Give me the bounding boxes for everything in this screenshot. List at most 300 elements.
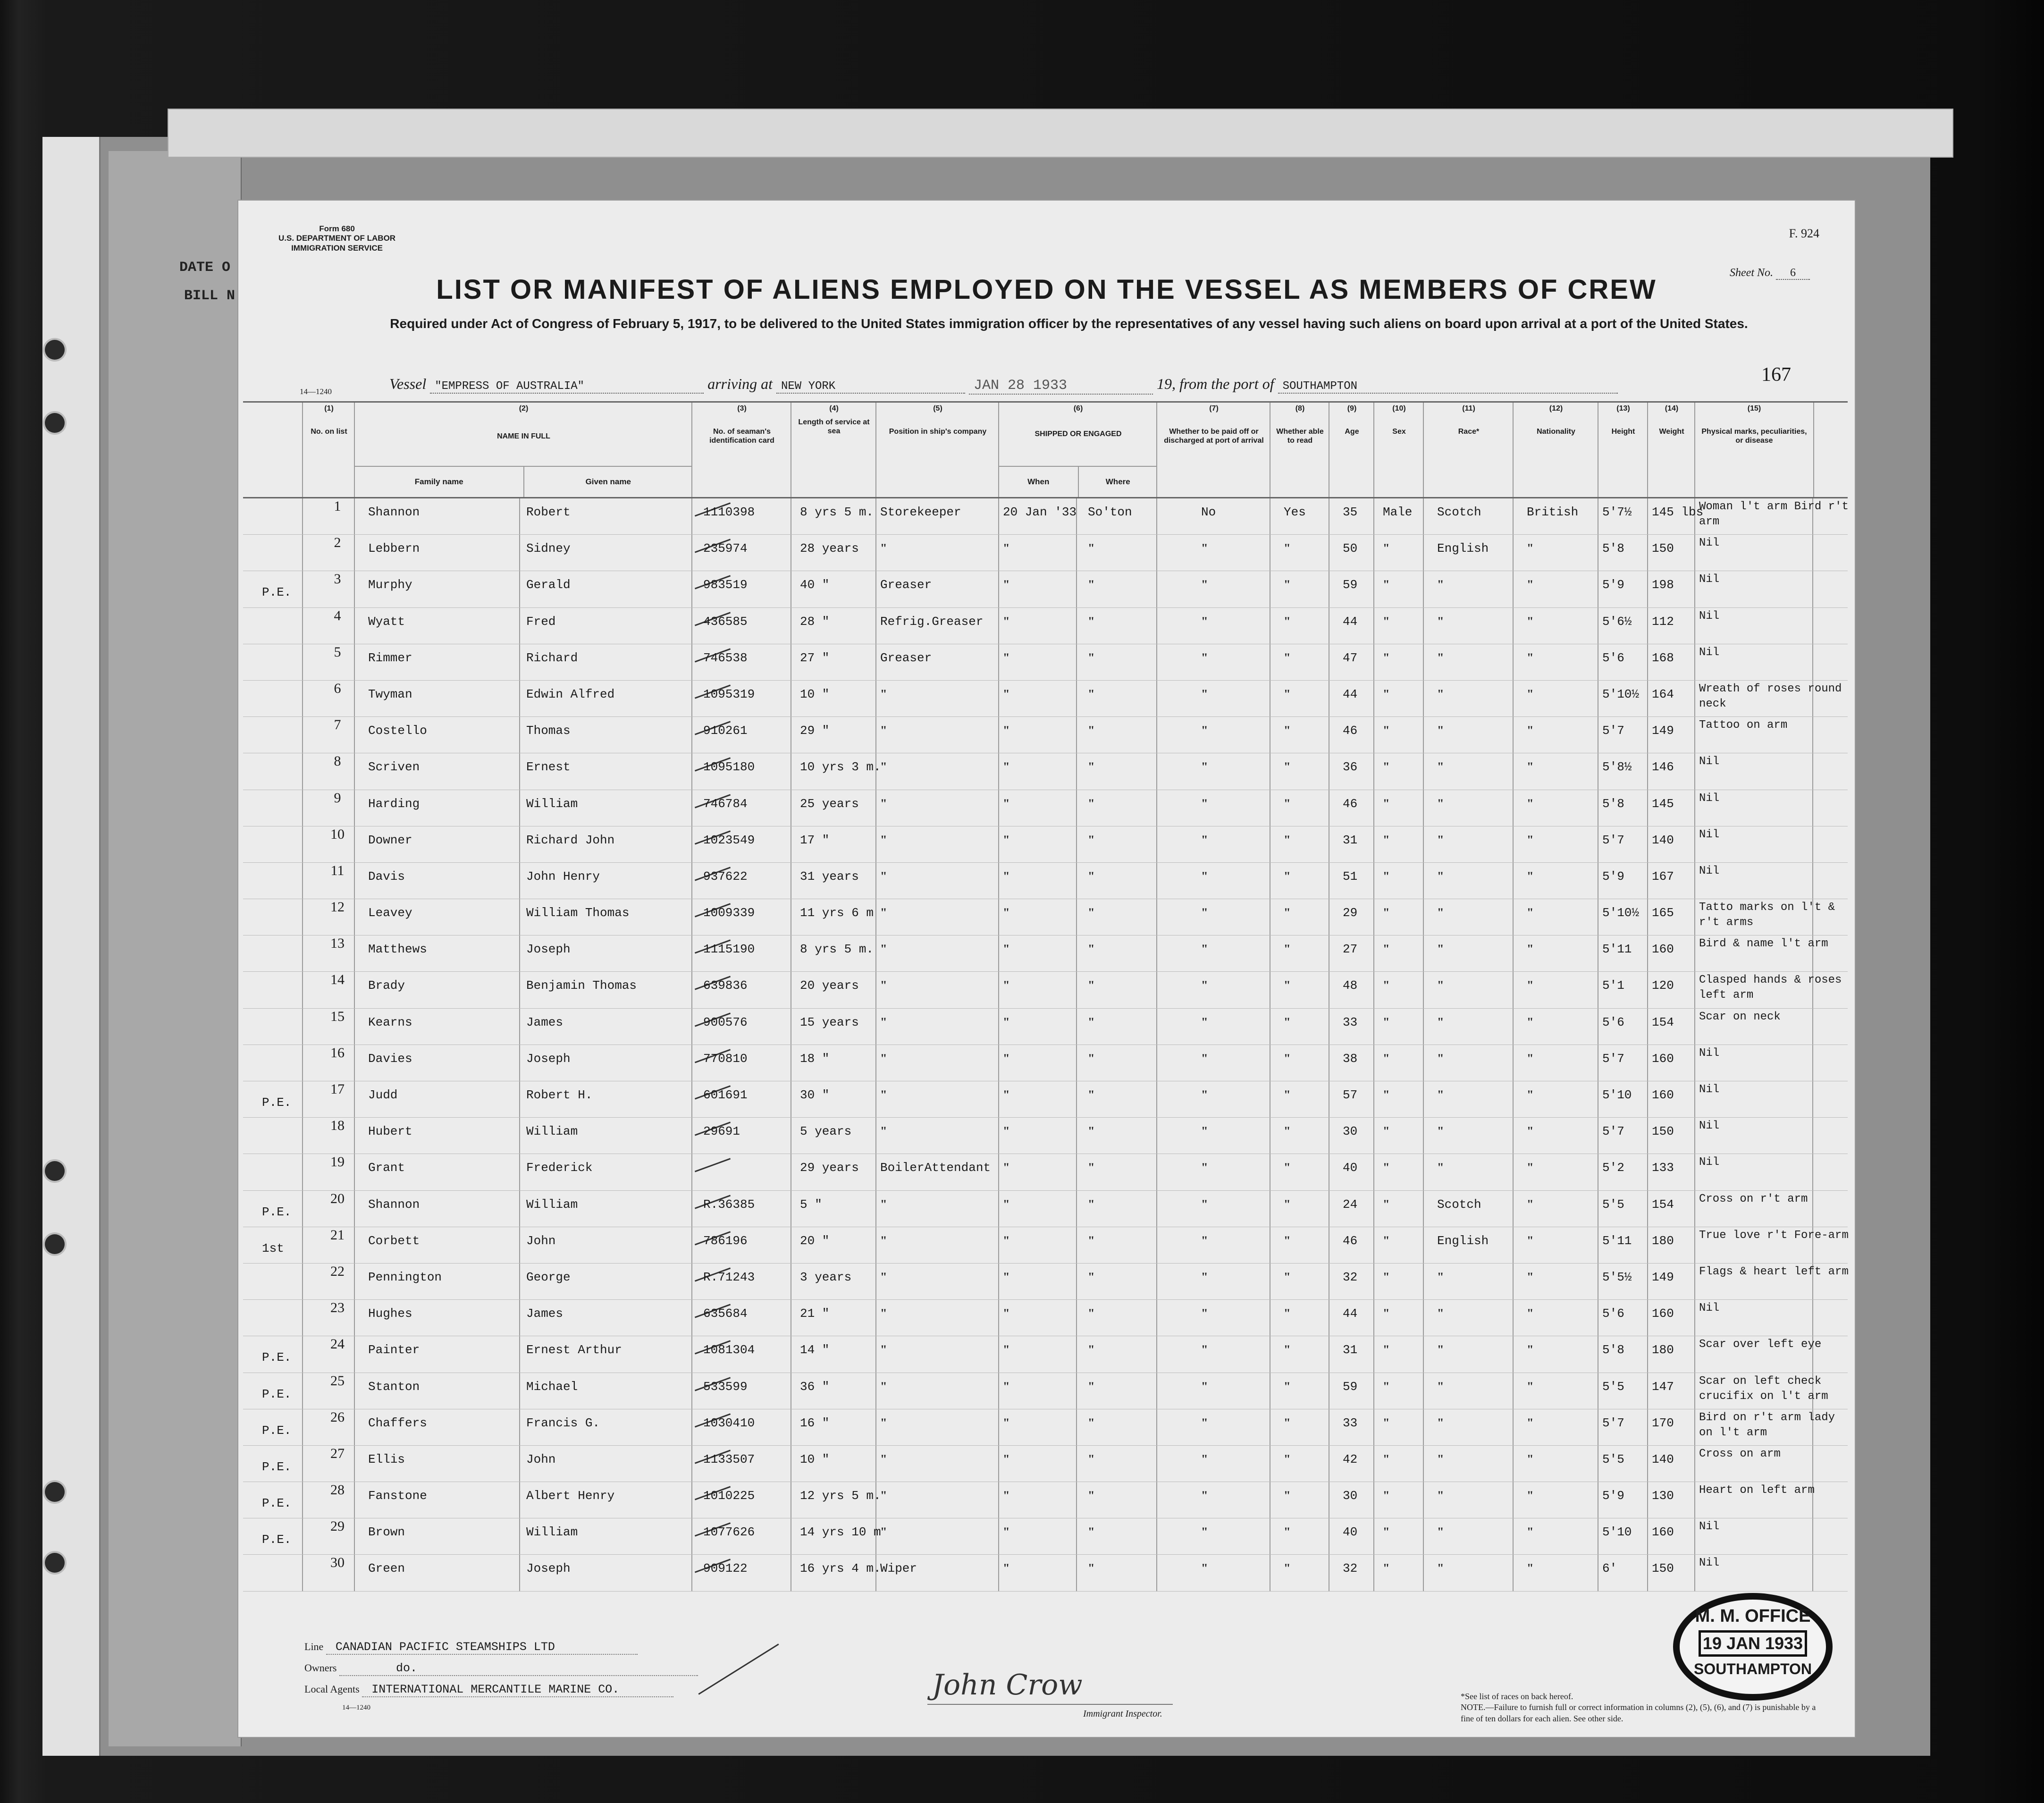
column-rule	[1647, 717, 1648, 753]
card-number: 937622	[703, 869, 748, 884]
column-rule	[1423, 1373, 1424, 1409]
column-rule	[1423, 1555, 1424, 1591]
weight: 120	[1652, 978, 1674, 993]
column-rule	[1156, 935, 1157, 971]
sex: "	[1383, 796, 1390, 810]
column-rule	[691, 1446, 692, 1482]
length-of-service: 21 "	[800, 1306, 830, 1321]
sex: "	[1383, 724, 1390, 738]
column-rule	[1076, 571, 1077, 607]
family-name: Rimmer	[368, 650, 412, 665]
inspector-label: Immigrant Inspector.	[1083, 1709, 1162, 1719]
column-rule	[1156, 1336, 1157, 1372]
family-name: Green	[368, 1561, 405, 1576]
column-rule	[1647, 935, 1648, 971]
column-rule	[1694, 1045, 1695, 1081]
column-rule	[1423, 1446, 1424, 1482]
column-rule	[1647, 1227, 1648, 1263]
column-rule	[875, 1227, 876, 1263]
table-row	[243, 1409, 1848, 1446]
age: 42	[1343, 1452, 1358, 1466]
family-name: Murphy	[368, 578, 412, 592]
column-rule	[1076, 717, 1077, 753]
physical-marks: Nil	[1699, 864, 1720, 877]
column-rule	[1647, 1482, 1648, 1518]
column-rule	[691, 498, 692, 534]
row-number: 13	[330, 935, 345, 952]
weight: 160	[1652, 1525, 1674, 1540]
row-number: 11	[330, 862, 345, 878]
shipped-where: "	[1088, 1015, 1095, 1029]
column-rule	[302, 753, 303, 789]
column-rule	[354, 535, 355, 571]
age: 33	[1343, 1415, 1358, 1430]
col-service: (4) Length of service at sea	[791, 403, 876, 497]
column-rule	[1513, 1409, 1514, 1445]
column-rule	[1423, 1118, 1424, 1154]
stamp-top: M. M. OFFICE	[1695, 1606, 1811, 1626]
paid-off: "	[1201, 1561, 1208, 1576]
card-number: 1009339	[703, 906, 755, 920]
race: English	[1437, 1233, 1489, 1248]
position: Wiper	[880, 1561, 917, 1576]
binder-hole	[45, 1482, 65, 1502]
column-rule	[1373, 1045, 1374, 1081]
column-rule	[302, 1409, 303, 1445]
column-rule	[354, 790, 355, 826]
column-rule	[1513, 863, 1514, 899]
nationality: "	[1527, 1233, 1534, 1247]
able-to-read: "	[1284, 1489, 1291, 1503]
position: Greaser	[880, 650, 932, 665]
card-number: 983519	[703, 578, 748, 592]
stamp-bottom: SOUTHAMPTON	[1693, 1660, 1812, 1677]
column-rule	[998, 535, 999, 571]
card-number: 1095180	[703, 760, 755, 775]
column-rule	[691, 1227, 692, 1263]
pen-tick	[695, 1158, 731, 1172]
column-rule	[1513, 1118, 1514, 1154]
family-name: Brady	[368, 978, 405, 993]
column-rule	[998, 826, 999, 862]
position: "	[880, 1088, 887, 1102]
age: 40	[1343, 1525, 1358, 1540]
given-name: Richard John	[526, 833, 615, 847]
weight: 149	[1652, 1270, 1674, 1284]
column-rule	[998, 498, 999, 534]
inspector-signature: John Crow	[932, 1668, 1083, 1702]
nationality: "	[1527, 796, 1534, 810]
column-rule	[875, 644, 876, 680]
binder-hole	[45, 1234, 65, 1254]
column-rule	[354, 1446, 355, 1482]
family-name: Lebbern	[368, 541, 420, 556]
column-rule	[354, 1300, 355, 1336]
manifest-form	[238, 201, 1855, 1737]
table-row	[243, 1518, 1848, 1555]
able-to-read: "	[1284, 1452, 1291, 1466]
col-age: (9) Age	[1329, 403, 1374, 497]
table-body	[243, 498, 1848, 1592]
column-rule	[519, 498, 520, 534]
given-name: William Thomas	[526, 906, 630, 920]
length-of-service: 8 yrs 5 m.	[800, 505, 874, 519]
column-rule	[691, 1191, 692, 1227]
column-rule	[1373, 1336, 1374, 1372]
shipped-where: "	[1088, 578, 1095, 592]
paid-off: "	[1201, 1452, 1208, 1466]
column-rule	[875, 935, 876, 971]
column-rule	[1373, 608, 1374, 644]
column-rule	[1513, 1300, 1514, 1336]
column-rule	[1423, 753, 1424, 789]
physical-marks: Tatto marks on l't & r't arms	[1699, 901, 1835, 929]
race: "	[1437, 1088, 1444, 1102]
column-rule	[302, 1081, 303, 1117]
column-rule	[1423, 681, 1424, 716]
column-rule	[1076, 826, 1077, 862]
column-rule	[875, 1009, 876, 1045]
column-rule	[1423, 1482, 1424, 1518]
height: 5'6	[1602, 1306, 1624, 1321]
column-rule	[519, 1081, 520, 1117]
race: "	[1437, 1525, 1444, 1539]
service: IMMIGRATION SERVICE	[291, 243, 383, 253]
column-rule	[875, 571, 876, 607]
column-rule	[875, 972, 876, 1008]
height: 5'5	[1602, 1452, 1624, 1466]
column-rule	[875, 899, 876, 935]
length-of-service: 5 years	[800, 1124, 852, 1139]
shipped-when: "	[1003, 1525, 1010, 1539]
card-number: 909122	[703, 1561, 748, 1576]
column-rule	[1373, 1154, 1374, 1190]
column-rule	[1513, 899, 1514, 935]
column-rule	[1513, 790, 1514, 826]
physical-marks: Nil	[1699, 792, 1720, 805]
column-rule	[998, 790, 999, 826]
position: "	[880, 1197, 887, 1211]
col-where: Where	[1078, 467, 1158, 497]
signature-line	[927, 1704, 1173, 1705]
race: "	[1437, 1306, 1444, 1321]
column-rule	[1647, 644, 1648, 680]
length-of-service: 11 yrs 6 m	[800, 906, 874, 920]
physical-marks: Nil	[1699, 646, 1720, 659]
column-rule	[1423, 571, 1424, 607]
able-to-read: "	[1284, 833, 1291, 847]
family-name: Shannon	[368, 505, 420, 519]
nationality: "	[1527, 1306, 1534, 1321]
column-rule	[1694, 1118, 1695, 1154]
form-header-left	[278, 224, 395, 253]
weight: 149	[1652, 724, 1674, 738]
sex: "	[1383, 760, 1390, 774]
physical-marks: Scar over left eye	[1699, 1338, 1822, 1351]
column-rule	[519, 535, 520, 571]
column-rule	[519, 1300, 520, 1336]
column-rule	[1156, 863, 1157, 899]
row-number: 4	[334, 607, 341, 623]
row-number: 18	[330, 1118, 345, 1134]
weight: 150	[1652, 1561, 1674, 1576]
column-rule	[1373, 498, 1374, 534]
column-rule	[354, 935, 355, 971]
shipped-when: "	[1003, 1088, 1010, 1102]
column-rule	[519, 1191, 520, 1227]
given-name: Fred	[526, 614, 556, 629]
department: U.S. DEPARTMENT OF LABOR	[278, 234, 396, 243]
row-number: 15	[330, 1008, 345, 1024]
column-rule	[354, 753, 355, 789]
height: 5'10	[1602, 1525, 1632, 1540]
shipped-when: "	[1003, 978, 1010, 993]
physical-marks: Nil	[1699, 573, 1720, 586]
shipped-where: "	[1088, 687, 1095, 701]
column-rule	[1373, 1555, 1374, 1591]
nationality: "	[1527, 1452, 1534, 1466]
given-name: Gerald	[526, 578, 571, 592]
shipped-where: "	[1088, 1415, 1095, 1430]
physical-marks: Nil	[1699, 1557, 1720, 1570]
table-row	[243, 1336, 1848, 1373]
sex: "	[1383, 1379, 1390, 1393]
column-rule	[354, 863, 355, 899]
family-name: Painter	[368, 1343, 420, 1357]
length-of-service: 28 "	[800, 614, 830, 629]
column-rule	[1694, 972, 1695, 1008]
table-row	[243, 826, 1848, 863]
column-rule	[519, 571, 520, 607]
row-number: 17	[330, 1081, 345, 1097]
paid-off: "	[1201, 1525, 1208, 1539]
row-annotation: P.E.	[262, 1350, 292, 1365]
shipped-where: "	[1088, 1379, 1095, 1393]
sex: "	[1383, 1124, 1390, 1138]
height: 5'6	[1602, 650, 1624, 665]
column-rule	[691, 1118, 692, 1154]
shipped-where: "	[1088, 1270, 1095, 1284]
able-to-read: Yes	[1284, 505, 1306, 519]
length-of-service: 18 "	[800, 1051, 830, 1066]
nationality: "	[1527, 1124, 1534, 1138]
sex: "	[1383, 1306, 1390, 1321]
column-rule	[1156, 1300, 1157, 1336]
column-rule	[519, 681, 520, 716]
shipped-where: "	[1088, 906, 1095, 920]
column-rule	[691, 644, 692, 680]
binder-hole	[45, 1553, 65, 1573]
column-rule	[1423, 899, 1424, 935]
age: 59	[1343, 578, 1358, 592]
given-name: Francis G.	[526, 1415, 600, 1430]
length-of-service: 12 yrs 5 m.	[800, 1489, 881, 1503]
column-rule	[519, 1264, 520, 1299]
column-rule	[1423, 535, 1424, 571]
nationality: "	[1527, 1525, 1534, 1539]
row-annotation: P.E.	[262, 1496, 292, 1511]
paid-off: "	[1201, 1489, 1208, 1503]
length-of-service: 5 "	[800, 1197, 822, 1212]
vessel-line: Vessel "EMPRESS OF AUSTRALIA" arriving at NEW YORK JAN 28 1933 19, from the port of SOUTHAMPTON	[389, 375, 1796, 395]
race: "	[1437, 833, 1444, 847]
age: 38	[1343, 1051, 1358, 1066]
row-annotation: P.E.	[262, 1459, 292, 1474]
column-rule	[691, 535, 692, 571]
column-rule	[1156, 790, 1157, 826]
column-rule	[302, 535, 303, 571]
weight: 164	[1652, 687, 1674, 701]
column-rule	[1076, 1555, 1077, 1591]
shipped-when: "	[1003, 541, 1010, 556]
column-rule	[691, 935, 692, 971]
given-name: James	[526, 1306, 564, 1321]
weight: 160	[1652, 1088, 1674, 1102]
column-rule	[998, 1264, 999, 1299]
column-rule	[519, 1009, 520, 1045]
column-rule	[1373, 899, 1374, 935]
given-name: Frederick	[526, 1161, 593, 1175]
position: Greaser	[880, 578, 932, 592]
able-to-read: "	[1284, 760, 1291, 774]
given-name: Richard	[526, 650, 578, 665]
column-rule	[691, 972, 692, 1008]
shipped-where: "	[1088, 1233, 1095, 1247]
column-rule	[1513, 1482, 1514, 1518]
column-rule	[1156, 1081, 1157, 1117]
row-number: 21	[330, 1227, 345, 1243]
column-rule	[1373, 753, 1374, 789]
column-rule	[1373, 717, 1374, 753]
column-rule	[875, 498, 876, 534]
column-rule	[998, 972, 999, 1008]
family-name: Davies	[368, 1051, 412, 1066]
column-rule	[875, 1264, 876, 1299]
column-rule	[354, 608, 355, 644]
paid-off: "	[1201, 541, 1208, 556]
table-row	[243, 753, 1848, 790]
column-rule	[691, 1409, 692, 1445]
age: 46	[1343, 1233, 1358, 1248]
column-rule	[1694, 1154, 1695, 1190]
column-rule	[519, 972, 520, 1008]
length-of-service: 8 yrs 5 m.	[800, 942, 874, 957]
given-name: William	[526, 1124, 578, 1139]
column-rule	[519, 1446, 520, 1482]
paid-off: "	[1201, 614, 1208, 628]
shipped-when: "	[1003, 1197, 1010, 1211]
column-rule	[691, 608, 692, 644]
footer-code: 14—1240	[342, 1704, 370, 1711]
column-rule	[354, 1118, 355, 1154]
weight: 150	[1652, 541, 1674, 556]
column-rule	[691, 790, 692, 826]
column-rule	[998, 608, 999, 644]
height: 5'7	[1602, 724, 1624, 738]
table-row	[243, 1446, 1848, 1482]
shipped-where: "	[1088, 1343, 1095, 1357]
height: 5'7½	[1602, 505, 1632, 519]
paid-off: "	[1201, 833, 1208, 847]
column-rule	[1647, 1300, 1648, 1336]
column-rule	[1156, 826, 1157, 862]
arrival-date-stamp: JAN 28 1933	[969, 378, 1153, 395]
given-name: Michael	[526, 1379, 578, 1394]
card-number: 29691	[703, 1124, 740, 1139]
height: 5'8	[1602, 541, 1624, 556]
column-rule	[998, 644, 999, 680]
column-rule	[1694, 1264, 1695, 1299]
column-rule	[519, 1154, 520, 1190]
height: 5'9	[1602, 869, 1624, 884]
column-rule	[1373, 1081, 1374, 1117]
column-rule	[302, 681, 303, 716]
nationality: "	[1527, 869, 1534, 883]
column-rule	[1373, 1446, 1374, 1482]
column-rule	[1076, 972, 1077, 1008]
column-rule	[998, 1154, 999, 1190]
sex: "	[1383, 833, 1390, 847]
column-rule	[354, 1191, 355, 1227]
column-rule	[519, 1045, 520, 1081]
sex: "	[1383, 578, 1390, 592]
column-rule	[519, 790, 520, 826]
column-rule	[302, 1009, 303, 1045]
family-name: Downer	[368, 833, 412, 847]
column-rule	[302, 717, 303, 753]
position: Storekeeper	[880, 505, 961, 519]
weight: 160	[1652, 942, 1674, 957]
col-paid-off: (7) Whether to be paid off or discharged at port of arrival	[1156, 403, 1270, 497]
column-rule	[1373, 935, 1374, 971]
column-rule	[875, 1154, 876, 1190]
age: 44	[1343, 1306, 1358, 1321]
physical-marks: Nil	[1699, 755, 1720, 768]
column-rule	[875, 608, 876, 644]
table-row	[243, 644, 1848, 681]
column-rule	[1423, 1081, 1424, 1117]
race: "	[1437, 1051, 1444, 1065]
column-rule	[1513, 1045, 1514, 1081]
card-number: 1023549	[703, 833, 755, 847]
table-row	[243, 717, 1848, 753]
column-rule	[1156, 1264, 1157, 1299]
row-number: 25	[330, 1373, 345, 1389]
column-rule	[1373, 1300, 1374, 1336]
shipped-when: "	[1003, 1379, 1010, 1393]
weight: 167	[1652, 869, 1674, 884]
race: "	[1437, 614, 1444, 628]
length-of-service: 14 "	[800, 1343, 830, 1357]
length-of-service: 27 "	[800, 650, 830, 665]
column-rule	[302, 1300, 303, 1336]
column-rule	[354, 1409, 355, 1445]
footnote-races: *See list of races on back hereof.	[1461, 1692, 1573, 1701]
binder-hole	[45, 1161, 65, 1181]
column-rule	[354, 1555, 355, 1591]
paid-off: "	[1201, 1270, 1208, 1284]
column-rule	[519, 1227, 520, 1263]
physical-marks: Bird on r't arm lady on l't arm	[1699, 1411, 1835, 1439]
column-rule	[1076, 935, 1077, 971]
side-bill-label: BILL N	[184, 288, 236, 304]
length-of-service: 10 "	[800, 687, 830, 701]
row-number: 27	[330, 1445, 345, 1461]
column-rule	[691, 899, 692, 935]
physical-marks: Nil	[1699, 1156, 1720, 1169]
given-name: Ernest Arthur	[526, 1343, 622, 1357]
paid-off: "	[1201, 1051, 1208, 1065]
